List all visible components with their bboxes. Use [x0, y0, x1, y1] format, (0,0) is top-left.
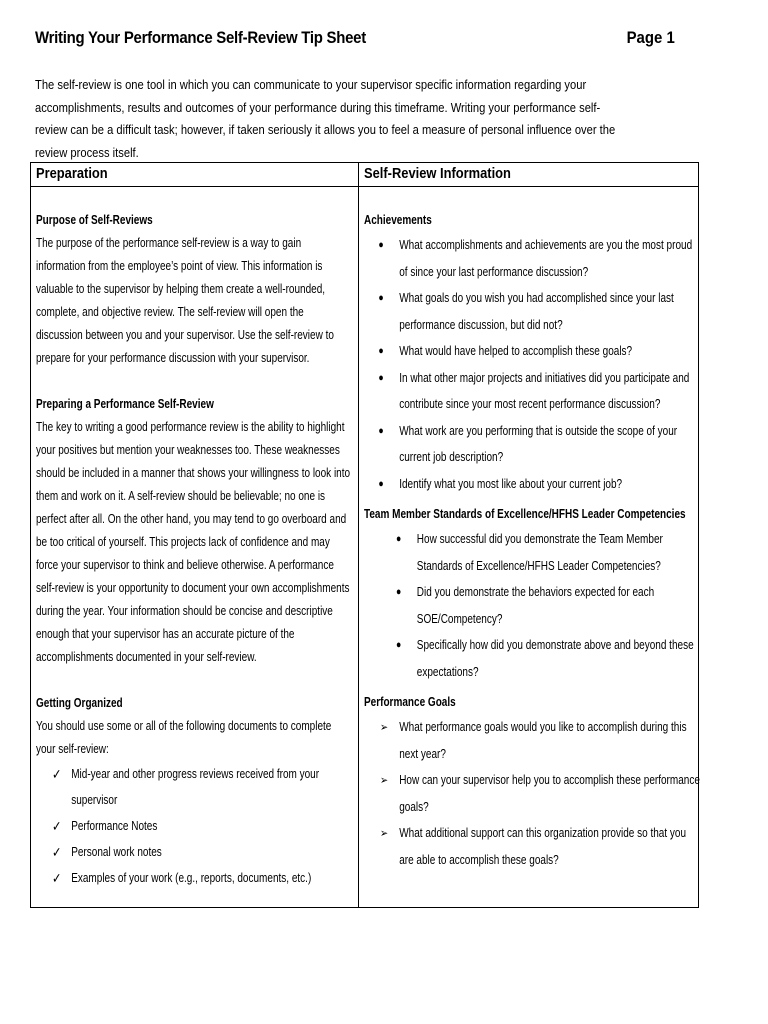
checkmark-icon: ✓: [52, 844, 62, 860]
bullet-icon: ●: [396, 639, 402, 651]
intro-paragraph: The self-review is one tool in which you can communicate to your supervisor specific information regarding your accomplishments, results and outcomes of your performance during this timeframe. Writing your performance self-review can be a difficult task; however, if taken seriously it allows you to feel a measure of personal influence over the review process itself.: [35, 77, 616, 160]
list-item: ✓ Examples of your work (e.g., reports, documents, etc.): [36, 865, 351, 891]
tip-table: [30, 162, 699, 908]
standards-heading: Team Member Standards of Excellence/HFHS Leader Competencies: [364, 507, 686, 521]
standards-list: [364, 526, 700, 685]
list-item: ● How successful did you demonstrate the Team Member Standards of Excellence/HFHS Leader Competencies?: [364, 526, 700, 579]
bullet-icon: ●: [378, 345, 384, 357]
list-item: ✓ Mid-year and other progress reviews received from your supervisor: [36, 761, 351, 813]
checkmark-icon: ✓: [52, 818, 62, 834]
bullet-icon: ●: [378, 292, 384, 304]
documents-list: [36, 761, 351, 891]
goals-list: [364, 714, 700, 873]
preparation-header: Preparation: [36, 165, 108, 182]
arrow-right-icon: ➢: [380, 826, 389, 840]
organized-text: You should use some or all of the following documents to complete your self-review:: [36, 719, 332, 756]
list-item: ● Identify what you most like about your current job?: [364, 471, 700, 498]
bullet-icon: ●: [378, 239, 384, 251]
list-item: ✓ Performance Notes: [36, 813, 351, 839]
list-item: ● Specifically how did you demonstrate above and beyond these expectations?: [364, 632, 700, 685]
page-number: Page 1: [626, 28, 675, 47]
bullet-icon: ●: [378, 424, 384, 437]
purpose-heading: Purpose of Self-Reviews: [36, 213, 153, 227]
arrow-right-icon: ➢: [380, 773, 389, 787]
list-item: ➢ What performance goals would you like to accomplish during this next year?: [364, 714, 700, 767]
list-item: ➢ What additional support can this organization provide so that you are able to accomplish these goals?: [364, 820, 700, 873]
list-item: ● In what other major projects and initiatives did you participate and contribute since your most recent performance discussion?: [364, 365, 700, 418]
bullet-icon: ●: [378, 371, 384, 384]
list-item: ● What would have helped to accomplish these goals?: [364, 338, 700, 365]
purpose-text: The purpose of the performance self-review is a way to gain information from the employee’s point of view. This information is valuable to the supervisor by helping them create a well-rounded, complete, and objective review. The self-review will open the discussion between you and your supervisor. Use the self-review to prepare for your performance discussion with your supervisor.: [36, 236, 334, 365]
checkmark-icon: ✓: [52, 766, 62, 782]
list-item: ● Did you demonstrate the behaviors expected for each SOE/Competency?: [364, 579, 700, 632]
list-item: ➢ How can your supervisor help you to accomplish these performance goals?: [364, 767, 700, 820]
checkmark-icon: ✓: [52, 870, 62, 886]
preparing-text: The key to writing a good performance review is the ability to highlight your positives but mention your weaknesses too. These weaknesses should be included in a manner that shows your willingness to look into them and work on it. A self-review should be believable; no one is perfect after all. On the other hand, you may tend to go overboard and be too critical of yourself. This projects lack of confidence and may force your supervisor to think and believe otherwise. A performance self-review is your opportunity to document your own accomplishments during the year. Your information should be concise and descriptive enough that your supervisor has an accurate picture of the accomplishments documented in your self-review.: [36, 420, 351, 664]
goals-heading: Performance Goals: [364, 695, 456, 709]
self-review-information-header: Self-Review Information: [364, 165, 511, 182]
list-item: ● What goals do you wish you had accomplished since your last performance discussion, but did not?: [364, 285, 700, 338]
preparation-column: [36, 209, 351, 891]
list-item: ● What work are you performing that is outside the scope of your current job description?: [364, 418, 700, 471]
bullet-icon: ●: [396, 586, 402, 598]
list-item: ✓ Personal work notes: [36, 839, 351, 865]
arrow-right-icon: ➢: [380, 720, 389, 734]
bullet-icon: ●: [378, 477, 384, 490]
header-divider: [31, 186, 698, 187]
achievements-list: [364, 232, 700, 497]
list-item: ● What accomplishments and achievements are you the most proud of since your last performance discussion?: [364, 232, 700, 285]
achievements-heading: Achievements: [364, 213, 432, 227]
document-title: Writing Your Performance Self-Review Tip Sheet: [35, 28, 366, 47]
self-review-column: [364, 209, 700, 873]
organized-heading: Getting Organized: [36, 696, 123, 710]
page-header: [35, 28, 675, 50]
column-divider: [358, 163, 359, 907]
bullet-icon: ●: [396, 533, 402, 545]
preparing-heading: Preparing a Performance Self-Review: [36, 397, 214, 411]
